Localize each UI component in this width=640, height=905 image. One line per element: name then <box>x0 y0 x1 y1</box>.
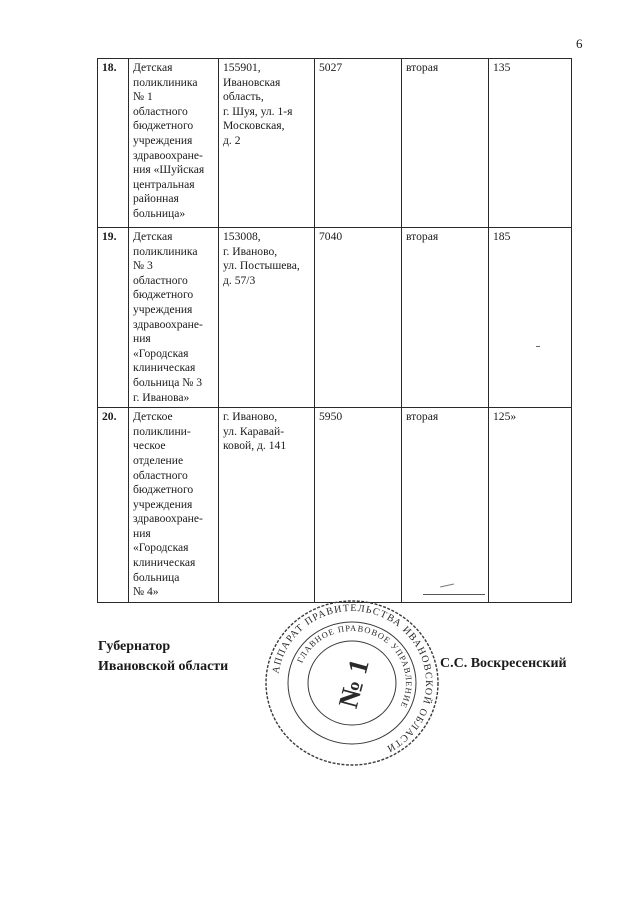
table-row <box>98 59 572 228</box>
signatory-name: С.С. Воскресенский <box>440 656 567 671</box>
category-cell: вторая <box>402 408 489 603</box>
institution-address: 153008, г. Иваново, ул. Постышева, д. 57/3 <box>219 228 315 408</box>
row-number: 18. <box>98 59 129 228</box>
institution-address: 155901, Ивановская область, г. Шуя, ул. 1-я Московская, д. 2 <box>219 59 315 228</box>
code-cell: 5027 <box>315 59 402 228</box>
row-number: 19. <box>98 228 129 408</box>
end-rule <box>423 594 485 595</box>
signatory-title-line1: Губернатор <box>98 639 171 654</box>
signatory-title <box>98 637 228 677</box>
category-cell: вторая <box>402 228 489 408</box>
official-seal <box>262 598 442 768</box>
institution-name: Детская поликлиника № 3 областного бюджетного учреждения здравоохране- ния «Городская клиническая больница № 3 г. Иванова» <box>129 228 219 408</box>
value-cell: 125» <box>489 408 572 603</box>
category-cell: вторая <box>402 59 489 228</box>
value-cell: 185 <box>489 228 572 408</box>
institution-name: Детское поликлини- ческое отделение областного бюджетного учреждения здравоохране- ния «Городская клиническая больница № 4» <box>129 408 219 603</box>
table-row <box>98 408 572 603</box>
value-cell: 135 <box>489 59 572 228</box>
seal-inner-text: ГЛАВНОЕ ПРАВОВОЕ УПРАВЛЕНИЕ <box>294 622 415 711</box>
signatory-title-line2: Ивановской области <box>98 659 229 674</box>
page-number: 6 <box>576 36 583 51</box>
institution-address: г. Иваново, ул. Каравай- ковой, д. 141 <box>219 408 315 603</box>
seal-center-number: № 1 <box>333 655 376 712</box>
code-cell: 5950 <box>315 408 402 603</box>
table-row <box>98 228 572 408</box>
row-number: 20. <box>98 408 129 603</box>
seal-outer-text: АППАРАТ ПРАВИТЕЛЬСТВА ИВАНОВСКОЙ ОБЛАСТИ <box>270 602 435 755</box>
code-cell: 7040 <box>315 228 402 408</box>
institution-name: Детская поликлиника № 1 областного бюджетного учреждения здравоохране- ния «Шуйская центральная районная больница» <box>129 59 219 228</box>
institutions-table <box>97 58 572 603</box>
stray-mark <box>536 346 540 347</box>
